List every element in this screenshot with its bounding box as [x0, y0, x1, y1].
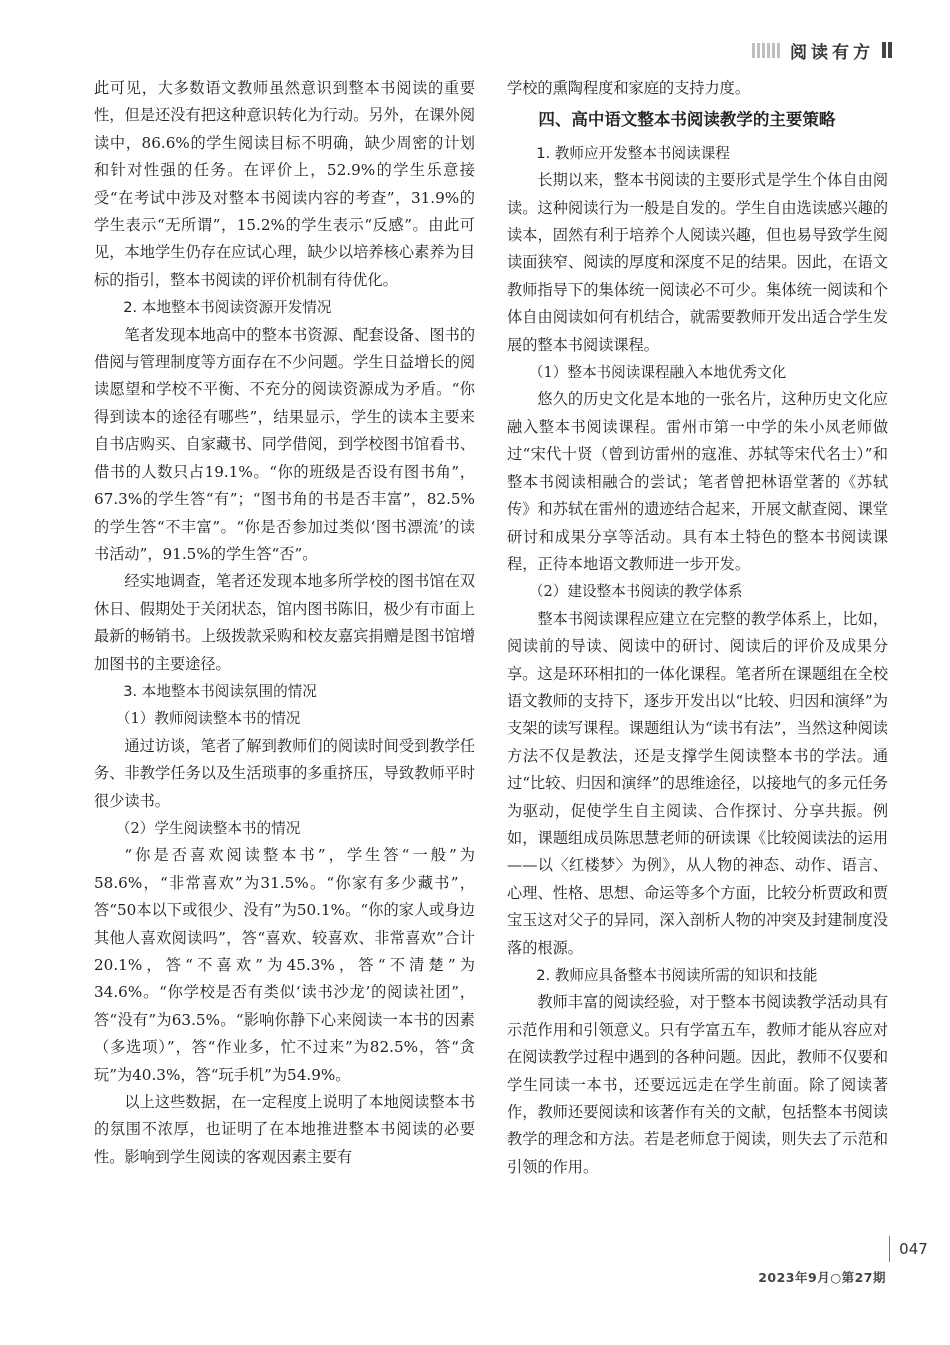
paragraph: “你是否喜欢阅读整本书”，学生答“一般”为58.6%，“非常喜欢”为31.5%。“你家有多少藏书”，答“50本以下或很少、没有”为50.1%。“你的家人或身边其他人喜欢阅读吗”，答“喜欢、较喜欢、非常喜欢”合计20.1%，答“不喜欢”为45.3%，答“不清楚”为34.6%。“你学校是否有类似‘读书沙龙’的阅读社团”，答“没有”为63.5%。“影响你静下心来阅读一本书的因素（多选项）”，答“作业多，忙不过来”为82.5%，答“贪玩”为40.3%，答“玩手机”为54.9%。: [94, 846, 475, 1084]
subheading: 1. 教师应开发整本书阅读课程: [536, 144, 730, 162]
paragraph: 整本书阅读课程应建立在完整的教学体系上，比如，阅读前的导读、阅读中的研讨、阅读后的评价及成果分享。这是环环相扣的一体化课程。笔者所在课题组在全校语文教师的支持下，逐步开发出以“比较、归因和演绎”为支架的读写课程。课题组认为“读书有法”，当然这种阅读方法不仅是教法，还是支撑学生阅读整本书的学法。通过“比较、归因和演绎”的思维途径，以接地气的多元任务为驱动，促使学生自主阅读、合作探讨、分享共振。例如，课题组成员陈思慧老师的研读课《比较阅读法的运用——以〈红楼梦〉为例》，从人物的神态、动作、语言、心理、性格、思想、命运等多个方面，比较分析贾政和贾宝玉这对父子的异同，深入剖析人物的冲突及封建制度没落的根源。: [507, 609, 888, 957]
paragraph: 教师丰富的阅读经验，对于整本书阅读教学活动具有示范作用和引领意义。只有学富五车，教师才能从容应对在阅读教学过程中遇到的各种问题。因此，教师不仅要和学生同读一本书，还要远远走在学生前面。除了阅读著作，教师还要阅读和该著作有关的文献，包括整本书阅读教学的理念和方法。若是老师怠于阅读，则失去了示范和引领的作用。: [507, 993, 888, 1176]
section-title: 阅读有方: [790, 42, 874, 63]
paragraph: 笔者发现本地高中的整本书资源、配套设备、图书的借阅与管理制度等方面存在不少问题。学生日益增长的阅读愿望和学校不平衡、不充分的阅读资源成为矛盾。“你得到读本的途径有哪些”，结果显示，学生的读本主要来自书店购买、自家藏书、同学借阅，到学校图书馆看书、借书的人数只占19.1%。“你的班级是否设有图书角”，67.3%的学生答“有”；“图书角的书是否丰富”，82.5%的学生答“不丰富”。“你是否参加过类似‘图书漂流’的读书活动”，91.5%的学生答“否”。: [94, 325, 475, 563]
running-header: [752, 38, 892, 62]
paragraph: 学校的熏陶程度和家庭的支持力度。: [507, 79, 750, 97]
section-heading: 四、高中语文整本书阅读教学的主要策略: [538, 110, 836, 130]
page-number-box: [889, 1236, 937, 1262]
subheading: 2. 本地整本书阅读资源开发情况: [123, 299, 332, 317]
issue-label: 2023年9月○第27期: [758, 1270, 886, 1285]
header-bars-icon: [882, 42, 892, 58]
minor-heading: （2）学生阅读整本书的情况: [115, 819, 301, 837]
subheading: 2. 教师应具备整本书阅读所需的知识和技能: [536, 967, 818, 984]
minor-heading: （1）整本书阅读课程融入本地优秀文化: [528, 364, 787, 382]
paragraph: 悠久的历史文化是本地的一张名片，这种历史文化应融入整本书阅读课程。雷州市第一中学的朱小凤老师做过“宋代十贤（曾到访雷州的寇准、苏轼等宋代名士）”和整本书阅读相融合的尝试；笔者曾把林语堂著的《苏轼传》和苏轼在雷州的遗迹结合起来，开展文献查阅、课堂研讨和成果分享等活动。具有本土特色的整本书阅读课程，正待本地语文教师进一步开发。: [507, 390, 888, 573]
minor-heading: （1）教师阅读整本书的情况: [115, 710, 301, 728]
minor-heading: （2）建设整本书阅读的教学体系: [528, 583, 743, 601]
right-column: [507, 75, 888, 1181]
left-column: [94, 75, 475, 1171]
paragraph: 长期以来，整本书阅读的主要形式是学生个体自由阅读。这种阅读行为一般是自发的。学生自由选读感兴趣的读本，固然有利于培养个人阅读兴趣，但也易导致学生阅读面狭窄、阅读的厚度和深度不足的结果。因此，在语文教师指导下的集体统一阅读必不可少。集体统一阅读和个体自由阅读如何有机结合，就需要教师开发出适合学生发展的整本书阅读课程。: [507, 171, 888, 354]
paragraph: 经实地调查，笔者还发现本地多所学校的图书馆在双休日、假期处于关闭状态，馆内图书陈旧，极少有市面上最新的畅销书。上级拨款采购和校友嘉宾捐赠是图书馆增加图书的主要途径。: [94, 572, 475, 673]
subheading: 3. 本地整本书阅读氛围的情况: [123, 682, 317, 700]
page-number: 047: [899, 1240, 928, 1258]
paragraph: 此可见，大多数语文教师虽然意识到整本书阅读的重要性，但是还没有把这种意识转化为行动。另外，在课外阅读中，86.6%的学生阅读目标不明确，缺少周密的计划和针对性强的任务。在评价上，52.9%的学生乐意接受“在考试中涉及对整本书阅读内容的考查”，31.9%的学生表示“无所谓”，15.2%的学生表示“反感”。由此可见，本地学生仍存在应试心理，缺少以培养核心素养为目标的指引，整本书阅读的评价机制有待优化。: [94, 79, 475, 289]
header-stripes-icon: [752, 43, 780, 58]
paragraph: 以上这些数据，在一定程度上说明了本地阅读整本书的氛围不浓厚，也证明了在本地推进整本书阅读的必要性。影响到学生阅读的客观因素主要有: [94, 1093, 475, 1166]
paragraph: 通过访谈，笔者了解到教师们的阅读时间受到教学任务、非教学任务以及生活琐事的多重挤压，导致教师平时很少读书。: [94, 736, 475, 810]
